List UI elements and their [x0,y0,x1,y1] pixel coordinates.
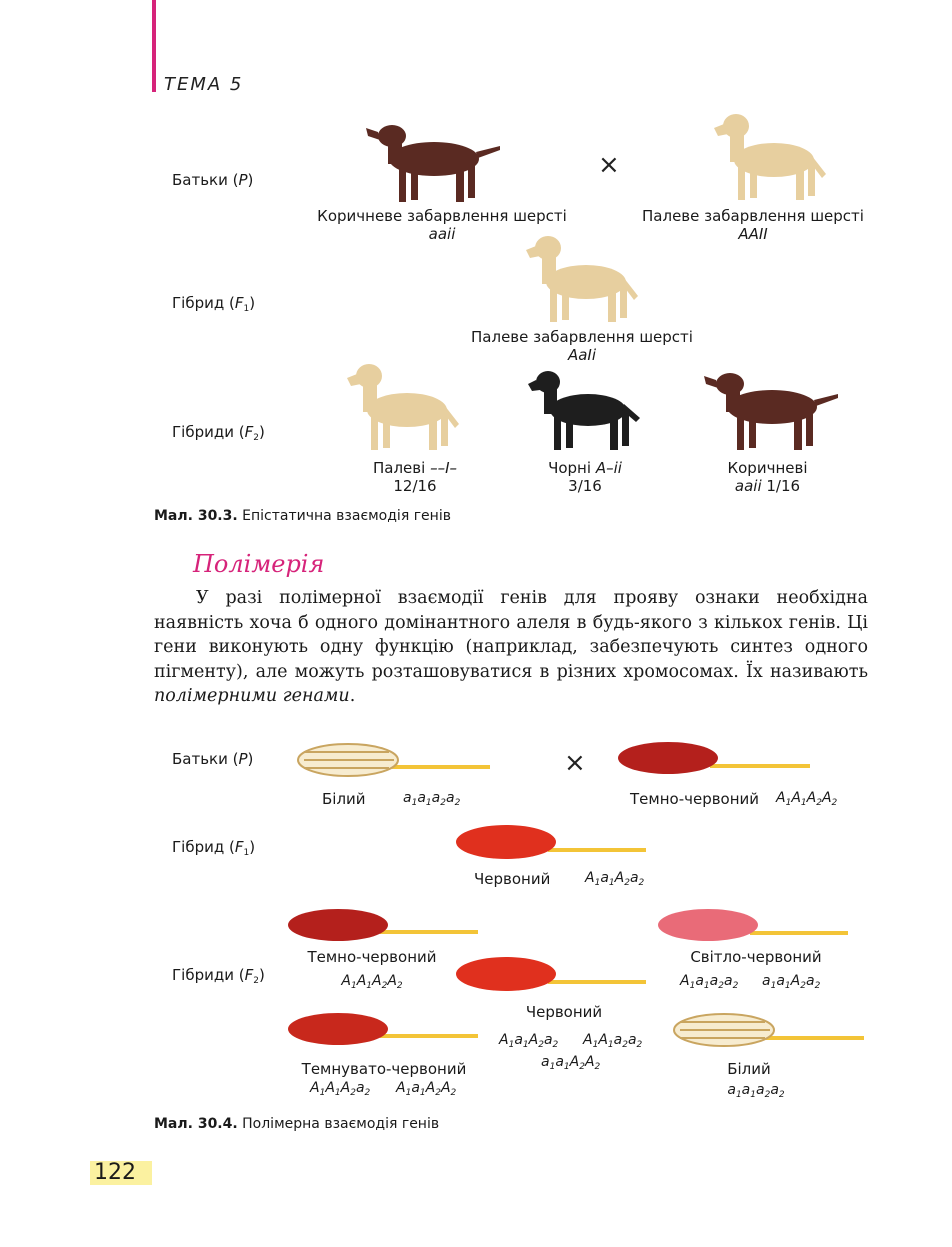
fig2-f2-light-red-genotype-2: $a_1a_1A_2a_2$ [762,973,821,991]
fig2-f2-dark-red-genotype: $A_1A_1A_2A_2$ [341,973,403,991]
fig2-f2-white-genotype: $a_1a_1a_2a_2$ [727,1082,785,1100]
fig2-f2-red-genotype-2: $A_1A_1a_2a_2$ [583,1032,643,1050]
fig2-parent1-name: Білий [322,790,366,808]
fig2-parent1-genotype: $a_1a_1a_2a_2$ [403,790,461,808]
fig2-f2-darkish-red-genotype-1: $A_1A_1A_2a_2$ [310,1080,371,1098]
dark-red-wheat-parent-image [614,738,812,778]
white-wheat-parent-image [294,738,492,780]
black-dog-f2-image [528,366,643,456]
fig2-f2-dark-red-name: Темно-червоний [307,948,437,966]
fig1-f2-black-label: Чорні A–ii 3/16 [548,459,622,495]
fig1-f2-label: Гібриди $(F_2)$ [172,423,265,443]
dark-red-wheat-f2-image [284,906,480,946]
fig2-f1-label: Гібрид $(F_1)$ [172,838,256,858]
fig1-caption: Мал. 30.3. Епістатична взаємодія генів [154,508,451,524]
fig2-f1-genotype: $A_1a_1A_2a_2$ [585,870,645,888]
fawn-dog-f2-image [345,358,465,456]
section-title: Полімерія [193,550,325,578]
brown-dog-parent-image [364,114,504,209]
theme-accent-bar [152,0,156,92]
fig2-f2-white-name: Білий [727,1060,771,1078]
fig2-parents-label: Батьки (P) [172,750,254,768]
red-wheat-f2-image [452,952,648,996]
fig2-cross-symbol: × [564,748,586,778]
red-wheat-f1-image [452,820,648,864]
fig2-f2-light-red-name: Світло-червоний [690,948,822,966]
fig1-parent2-label: Палеве забарвлення шерсті AAII [642,207,864,243]
fig2-f2-red-name: Червоний [525,1003,603,1021]
fig2-caption: Мал. 30.4. Полімерна взаємодія генів [154,1116,440,1132]
white-wheat-f2-image [670,1010,866,1052]
fig2-parent2-name: Темно-червоний [630,790,760,808]
theme-label: ТЕМА 5 [164,74,244,95]
fig1-f2-brown-label: Коричневі aaii 1/16 [727,459,808,495]
fig1-cross-symbol: × [598,150,620,180]
fig2-f2-label: Гібриди $(F_2)$ [172,966,265,986]
fig2-f2-red-genotype-3: $a_1a_1A_2A_2$ [541,1054,601,1072]
fig2-f2-light-red-genotype-1: $A_1a_1a_2a_2$ [680,973,739,991]
fig2-parent2-genotype: $A_1A_1A_2A_2$ [776,790,838,808]
fig2-f1-name: Червоний [474,870,551,888]
fig1-f1-label: Гібрид $(F_1)$ [172,294,256,314]
fawn-dog-parent-image [712,108,832,206]
fig1-f1-caption: Палеве забарвлення шерсті AaIi [471,328,693,364]
fawn-dog-f1-image [524,230,644,328]
fig2-f2-darkish-red-name: Темнувато-червоний [301,1060,467,1078]
page-number: 122 [90,1161,152,1185]
body-paragraph: У разі полімерної взаємодії генів для прояву ознаки необхідна наявність хоча б одного домінантного алеля в будь-якого з кількох генів. Ці гени виконують одну функцію (наприклад, забезпечують синтез одного пігменту), але можуть розташовуватися в різних хромосомах. Їх називають полімерними генами. [154,588,868,706]
fig1-parent1-label: Коричневе забарвлення шерсті aaii [317,207,567,243]
fig2-f2-darkish-red-genotype-2: $A_1a_1A_2A_2$ [396,1080,457,1098]
fig1-f2-fawn-label: Палеві ––I– 12/16 [372,459,457,495]
light-red-wheat-f2-image [654,906,850,946]
darkish-red-wheat-f2-image [284,1010,480,1050]
fig1-parents-label: Батьки (P) [172,171,254,189]
brown-dog-f2-image [702,362,842,457]
fig2-f2-red-genotype-1: $A_1a_1A_2a_2$ [499,1032,559,1050]
